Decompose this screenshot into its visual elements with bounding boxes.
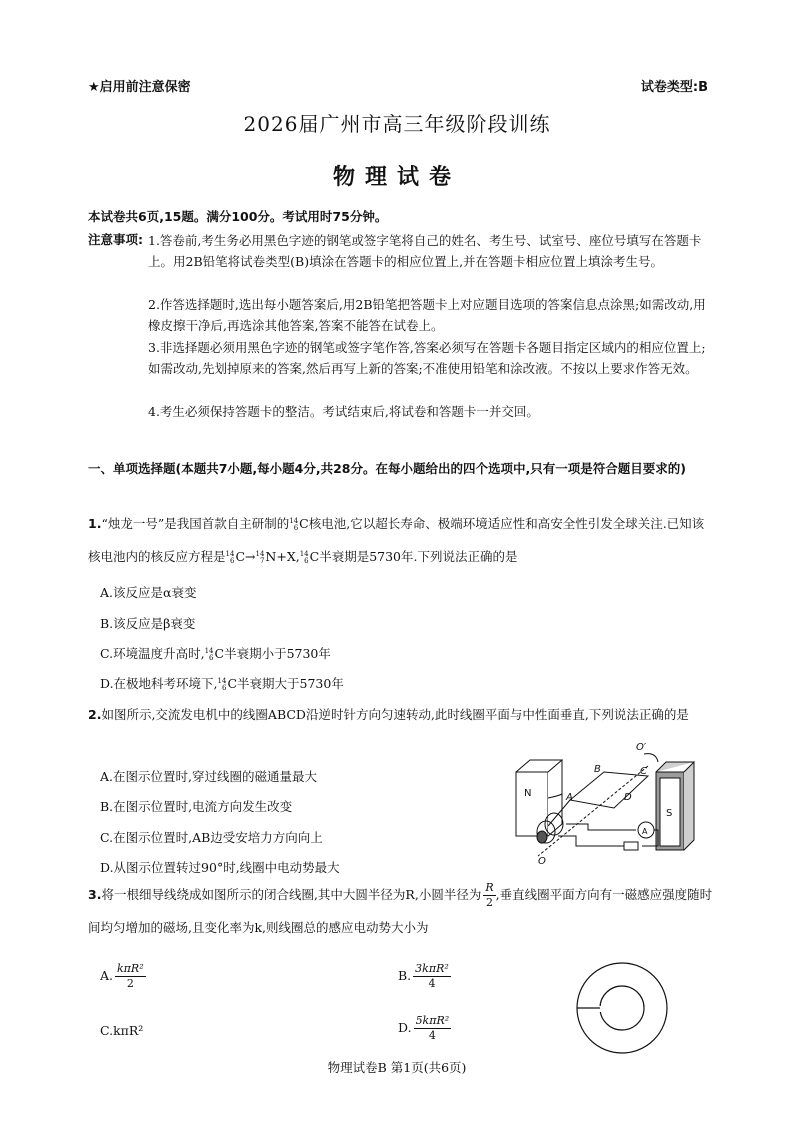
- exam-title: 2026届广州市高三年级阶段训练: [243, 112, 551, 136]
- notice-label: 注意事项:: [88, 232, 143, 247]
- section-heading: 一、单项选择题(本题共7小题,每小题4分,共28分。在每小题给出的四个选项中,只有一项是符合题目要求的): [88, 461, 686, 476]
- fraction-r-half: $\frac{R}{2}$: [485, 881, 494, 909]
- coil-diagram: [572, 958, 672, 1058]
- question-2-stem: 2.如图所示,交流发电机中的线圈ABCD沿逆时针方向匀速转动,此时线圈平面与中性面垂直,下列说法正确的是: [88, 707, 689, 722]
- question-3-stem: 3.将一根细导线绕成如图所示的闭合线圈,其中大圆半径为R,小圆半径为 $\frac{R}{2}$ ,垂直线圈平面方向有一磁感应强度随时间均匀增加的磁场,且变化率为k,则线圈总的感应电动势大小为: [88, 881, 713, 935]
- option-d: D.从图示位置转过90°时,线圈中电动势最大: [100, 860, 340, 875]
- option-b: B.该反应是β衰变: [100, 616, 196, 631]
- label-b: B: [594, 764, 601, 775]
- isotope-c14: 14 6: [225, 549, 235, 565]
- notice-item: 3.非选择题必须用黑色字迹的钢笔或签字笔作答,答案必须写在答题卡各题目指定区域内的相应位置上;如需改动,先划掉原来的答案,然后再写上新的答案;不准使用铅笔和涂改液。不按以上要求作答无效。: [148, 340, 706, 376]
- isotope-c14: 14 6: [299, 549, 309, 565]
- page-footer: 物理试卷B 第1页(共6页): [327, 1060, 467, 1075]
- label-o: O: [538, 856, 546, 867]
- isotope-c14: 14 6: [289, 516, 299, 532]
- rotation-arrow: [644, 754, 658, 762]
- isotope-n14: 14 7: [255, 549, 265, 565]
- resistor: [624, 842, 638, 850]
- confidential-note: ★启用前注意保密: [88, 80, 191, 95]
- small-circle: [600, 986, 644, 1030]
- subject-title: 物理试卷: [332, 165, 461, 190]
- option-b: B. $\frac{\text{3kπR²}}{4}$: [398, 962, 449, 990]
- question-1-stem: 1.“烛龙一号”是我国首款自主研制的14 6C核电池,它以超长寿命、极端环境适应性和高安全性引发全球关注.已知该核电池内的核反应方程是14 6C→14 7N+X,14 6C半衰期是5730年.下列说法正确的是: [88, 516, 705, 565]
- label-o-prime: O′: [636, 742, 647, 753]
- exam-info: 本试卷共6页,15题。满分100分。考试用时75分钟。: [88, 209, 388, 224]
- option-b: B.在图示位置时,电流方向发生改变: [100, 799, 293, 814]
- label-n: N: [524, 788, 532, 799]
- notice-item: 2.作答选择题时,选出每小题答案后,用2B铅笔把答题卡上对应题目选项的答案信息点涂黑;如需改动,用橡皮擦干净后,再选涂其他答案,答案不能答在试卷上。: [148, 297, 706, 333]
- paper-type: 试卷类型:B: [640, 80, 708, 95]
- option-a: A.在图示位置时,穿过线圈的磁通量最大: [100, 769, 317, 784]
- notice-item: 4.考生必须保持答题卡的整洁。考试结束后,将试卷和答题卡一并交回。: [148, 404, 539, 419]
- option-c: C.环境温度升高时,14 6C半衰期小于5730年: [100, 646, 331, 662]
- notice-item: 1.答卷前,考生务必用黑色字迹的钢笔或签字笔将自己的姓名、考生号、试室号、座位号填写在答题卡上。用2B铅笔将试卷类型(B)填涂在答题卡的相应位置上,并在答题卡相应位置上填涂考生号。: [148, 233, 702, 269]
- generator-diagram: [508, 738, 708, 868]
- north-magnet: [516, 772, 548, 836]
- label-d: D: [624, 792, 632, 803]
- option-a: A.该反应是α衰变: [100, 585, 197, 600]
- question-number: 3.: [88, 887, 102, 902]
- question-number: 2.: [88, 707, 102, 722]
- option-c: C.在图示位置时,AB边受安培力方向向上: [100, 830, 323, 845]
- label-c: C: [640, 766, 647, 777]
- option-d: D. $\frac{\text{5kπR²}}{4}$: [398, 1014, 450, 1042]
- label-ammeter: A: [642, 827, 648, 836]
- label-s: S: [666, 808, 673, 819]
- option-c: C.kπR²: [100, 1023, 144, 1038]
- option-a: A. $\frac{\text{kπR²}}{2}$: [100, 962, 144, 990]
- option-d: D.在极地科考环境下,14 6C半衰期大于5730年: [100, 676, 344, 692]
- label-a: A: [566, 792, 573, 803]
- question-number: 1.: [88, 516, 102, 531]
- coil-abcd: [570, 772, 648, 808]
